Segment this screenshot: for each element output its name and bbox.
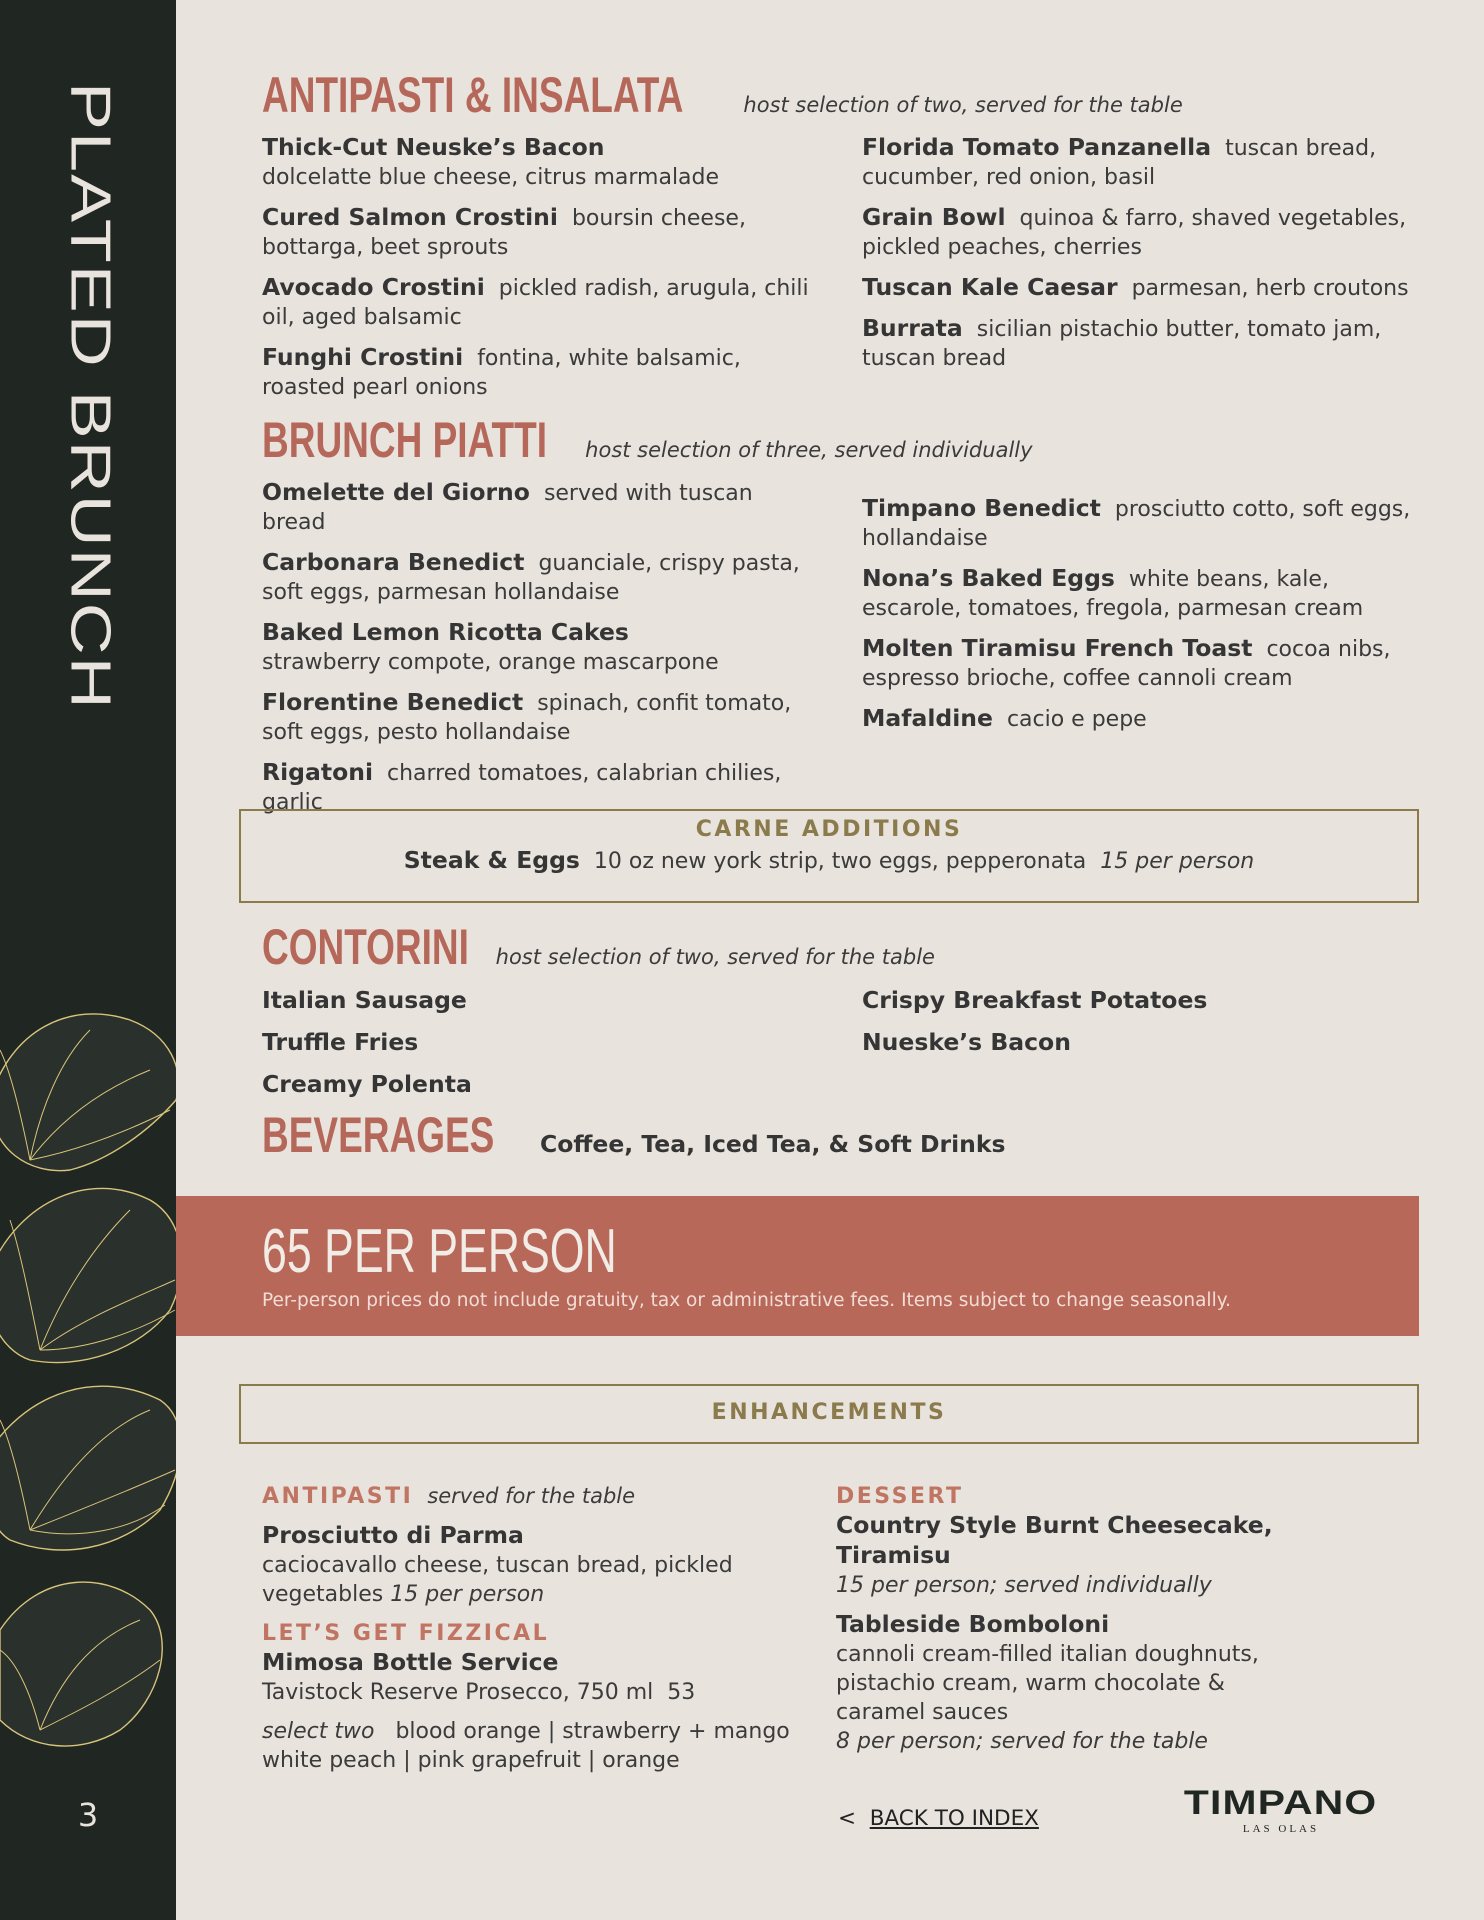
side-item: Crispy Breakfast Potatoes bbox=[862, 986, 1208, 1014]
menu-item: Thick-Cut Neuske’s Bacon dolcelatte blue cheese, citrus marmalade bbox=[262, 133, 720, 190]
page-number: 3 bbox=[77, 1796, 99, 1834]
menu-item: Florida Tomato Panzanella tuscan bread, cucumber, red onion, basil bbox=[862, 133, 1377, 190]
piatti-note: host selection of three, served individually bbox=[585, 438, 1033, 462]
menu-item: Molten Tiramisu French Toast cocoa nibs, espresso brioche, coffee cannoli cream bbox=[862, 634, 1391, 691]
contorini-left-column bbox=[262, 980, 822, 1106]
beverages-header bbox=[262, 1106, 1006, 1164]
menu-item: Rigatoni charred tomatoes, calabrian chilies, garlic bbox=[262, 758, 782, 815]
price-disclaimer: Per-person prices do not include gratuity, tax or administrative fees. Items subject to change seasonally. bbox=[262, 1290, 1231, 1311]
antipasti-right-column bbox=[862, 133, 1422, 384]
prosciutto-item: Prosciutto di Parma caciocavallo cheese, tuscan bread, pickled vegetables 15 per person bbox=[262, 1521, 733, 1607]
side-item: Creamy Polenta bbox=[262, 1070, 472, 1098]
fizzical-header: LET’S GET FIZZICAL bbox=[262, 1621, 550, 1646]
menu-item: Grain Bowl quinoa & farro, shaved vegetables, pickled peaches, cherries bbox=[862, 203, 1407, 260]
mimosa-flavors: select two blood orange | strawberry + mango white peach | pink grapefruit | orange bbox=[262, 1719, 790, 1773]
menu-item: Tuscan Kale Caesar parmesan, herb croutons bbox=[862, 273, 1409, 301]
side-item: Truffle Fries bbox=[262, 1028, 419, 1056]
contorini-note: host selection of two, served for the table bbox=[495, 945, 935, 969]
menu-item: Avocado Crostini pickled radish, arugula, chili oil, aged balsamic bbox=[262, 273, 809, 330]
piatti-right-column bbox=[862, 494, 1422, 745]
menu-item: Florentine Benedict spinach, confit tomato, soft eggs, pesto hollandaise bbox=[262, 688, 792, 745]
side-item: Italian Sausage bbox=[262, 986, 467, 1014]
enhancements-right-column bbox=[836, 1482, 1276, 1756]
side-item: Nueske’s Bacon bbox=[862, 1028, 1071, 1056]
bomboloni-item: Tableside Bomboloni cannoli cream-filled italian doughnuts, pistachio cream, warm chocolate & caramel sauces 8 per person; served for the table bbox=[836, 1610, 1259, 1754]
antipasti-left-column bbox=[262, 133, 822, 413]
piatti-left-column bbox=[262, 478, 822, 828]
menu-item: Timpano Benedict prosciutto cotto, soft eggs, hollandaise bbox=[862, 494, 1411, 551]
dessert-header: DESSERT bbox=[836, 1484, 964, 1509]
menu-item: Nona’s Baked Eggs white beans, kale, escarole, tomatoes, fregola, parmesan cream bbox=[862, 564, 1364, 621]
antipasti-enh-header: ANTIPASTI served for the table bbox=[262, 1484, 636, 1509]
menu-item: Cured Salmon Crostini boursin cheese, bottarga, beet sprouts bbox=[262, 203, 746, 260]
antipasti-note: host selection of two, served for the table bbox=[743, 93, 1183, 117]
antipasti-title: ANTIPASTI & INSALATA bbox=[262, 67, 684, 123]
menu-item: Funghi Crostini fontina, white balsamic, roasted pearl onions bbox=[262, 343, 741, 400]
enhancements-box bbox=[239, 1384, 1419, 1444]
enhancements-title: ENHANCEMENTS bbox=[711, 1400, 947, 1425]
contorini-title: CONTORINI bbox=[262, 919, 469, 975]
back-to-index-link[interactable] bbox=[838, 1806, 1039, 1831]
sidebar bbox=[0, 0, 176, 1920]
price-band bbox=[176, 1196, 1419, 1336]
carne-item: Steak & Eggs 10 oz new york strip, two eggs, pepperonata 15 per person bbox=[403, 846, 1255, 874]
menu-item: Mafaldine cacio e pepe bbox=[862, 704, 1147, 732]
back-to-index-label: BACK TO INDEX bbox=[869, 1806, 1039, 1831]
menu-item: Baked Lemon Ricotta Cakes strawberry compote, orange mascarpone bbox=[262, 618, 719, 675]
back-arrow-icon: < bbox=[838, 1806, 857, 1831]
menu-item: Omelette del Giorno served with tuscan bread bbox=[262, 478, 753, 535]
antipasti-header bbox=[262, 66, 1183, 124]
piatti-title: BRUNCH PIATTI bbox=[262, 412, 548, 468]
carne-title: CARNE ADDITIONS bbox=[695, 817, 963, 842]
menu-item: Carbonara Benedict guanciale, crispy pasta, soft eggs, parmesan hollandaise bbox=[262, 548, 800, 605]
contorini-right-column bbox=[862, 980, 1422, 1064]
timpano-logo: TIMPANO LAS OLAS bbox=[1184, 1784, 1378, 1835]
menu-item: Burrata sicilian pistachio butter, tomato jam, tuscan bread bbox=[862, 314, 1382, 371]
contorini-header bbox=[262, 918, 935, 976]
price-per-person: 65 PER PERSON bbox=[262, 1217, 617, 1286]
sidebar-title: PLATED BRUNCH bbox=[58, 82, 122, 711]
cheesecake-item: Country Style Burnt Cheesecake, Tiramisu 15 per person; served individually bbox=[836, 1511, 1273, 1598]
carne-additions-box bbox=[239, 809, 1419, 903]
ginkgo-leaves-illustration bbox=[0, 1010, 176, 1790]
beverages-desc: Coffee, Tea, Iced Tea, & Soft Drinks bbox=[539, 1130, 1006, 1158]
mimosa-item: Mimosa Bottle Service Tavistock Reserve Prosecco, 750 ml 53 bbox=[262, 1648, 696, 1705]
piatti-header bbox=[262, 411, 1033, 469]
enhancements-left-column bbox=[262, 1482, 802, 1775]
beverages-title: BEVERAGES bbox=[262, 1107, 495, 1163]
